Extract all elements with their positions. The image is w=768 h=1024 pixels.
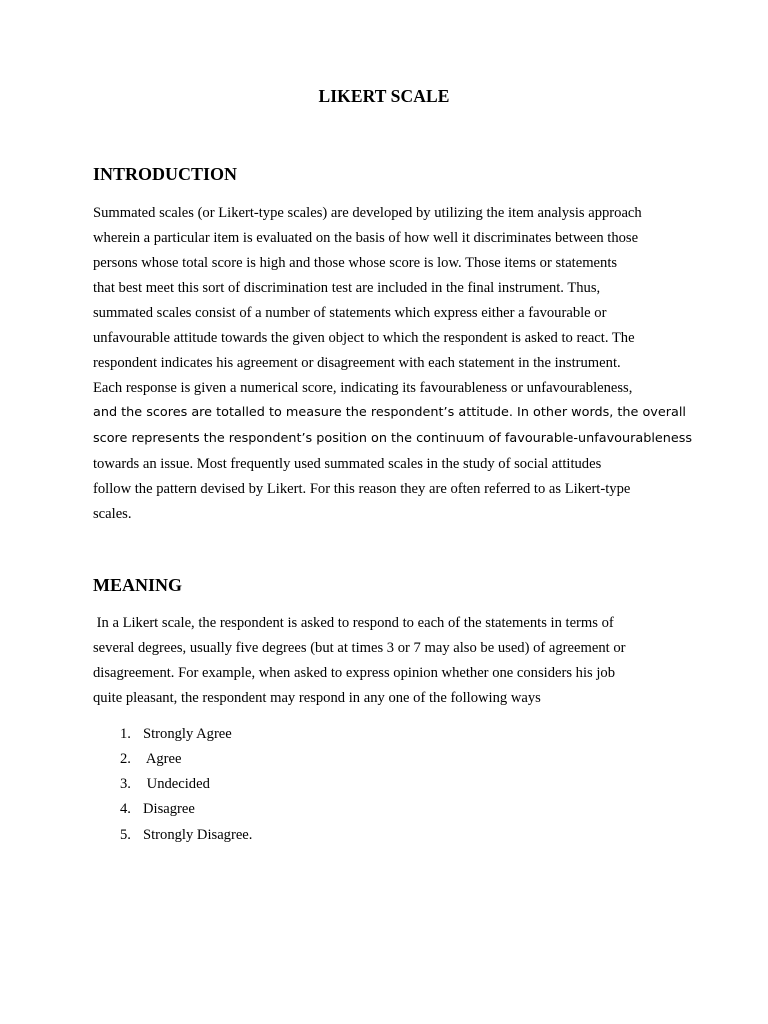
meaning-line: In a Likert scale, the respondent is asked to respond to each of the statements in terms of (93, 615, 614, 631)
meaning-line: quite pleasant, the respondent may respond in any one of the following ways (93, 690, 541, 706)
list-item (120, 799, 195, 819)
introduction-line: wherein a particular item is evaluated on the basis of how well it discriminates between those (93, 230, 639, 246)
list-item-label: Agree (143, 751, 182, 767)
document-title: LIKERT SCALE (318, 86, 450, 106)
introduction-line: towards an issue. Most frequently used summated scales in the study of social attitudes (93, 456, 602, 472)
introduction-line: scales. (93, 506, 132, 522)
meaning-line: several degrees, usually five degrees (but at times 3 or 7 may also be used) of agreement or (93, 640, 626, 656)
list-item-number: 5. (120, 827, 131, 843)
meaning-heading: MEANING (93, 575, 182, 595)
meaning-line: disagreement. For example, when asked to express opinion whether one considers his job (93, 665, 616, 681)
list-item-label: Disagree (143, 801, 195, 817)
introduction-line: that best meet this sort of discrimination test are included in the final instrument. Thus, (93, 280, 601, 296)
introduction-line: summated scales consist of a number of statements which express either a favourable or (93, 305, 607, 321)
introduction-line: follow the pattern devised by Likert. For this reason they are often referred to as Likert-type (93, 481, 631, 497)
introduction-line: respondent indicates his agreement or disagreement with each statement in the instrument. (93, 355, 621, 371)
introduction-line: and the scores are totalled to measure the respondent’s attitude. In other words, the overall (93, 405, 686, 420)
list-item-number: 2. (120, 751, 131, 767)
list-item-label: Undecided (143, 776, 210, 792)
list-item (120, 774, 210, 794)
list-item (120, 749, 182, 769)
introduction-line: Each response is given a numerical score, indicating its favourableness or unfavourableness, (93, 380, 633, 396)
list-item (120, 825, 252, 845)
list-item-number: 4. (120, 801, 131, 817)
introduction-line: score represents the respondent’s position on the continuum of favourable-unfavourableness (93, 431, 693, 446)
list-item-label: Strongly Agree (143, 726, 232, 742)
list-item-number: 1. (120, 726, 131, 742)
introduction-heading: INTRODUCTION (93, 164, 238, 184)
list-item-label: Strongly Disagree. (143, 827, 253, 843)
introduction-line: Summated scales (or Likert-type scales) are developed by utilizing the item analysis approach (93, 205, 642, 221)
list-item-number: 3. (120, 776, 131, 792)
list-item (120, 724, 232, 744)
introduction-line: unfavourable attitude towards the given object to which the respondent is asked to react. The (93, 330, 635, 346)
introduction-line: persons whose total score is high and those whose score is low. Those items or statements (93, 255, 618, 271)
